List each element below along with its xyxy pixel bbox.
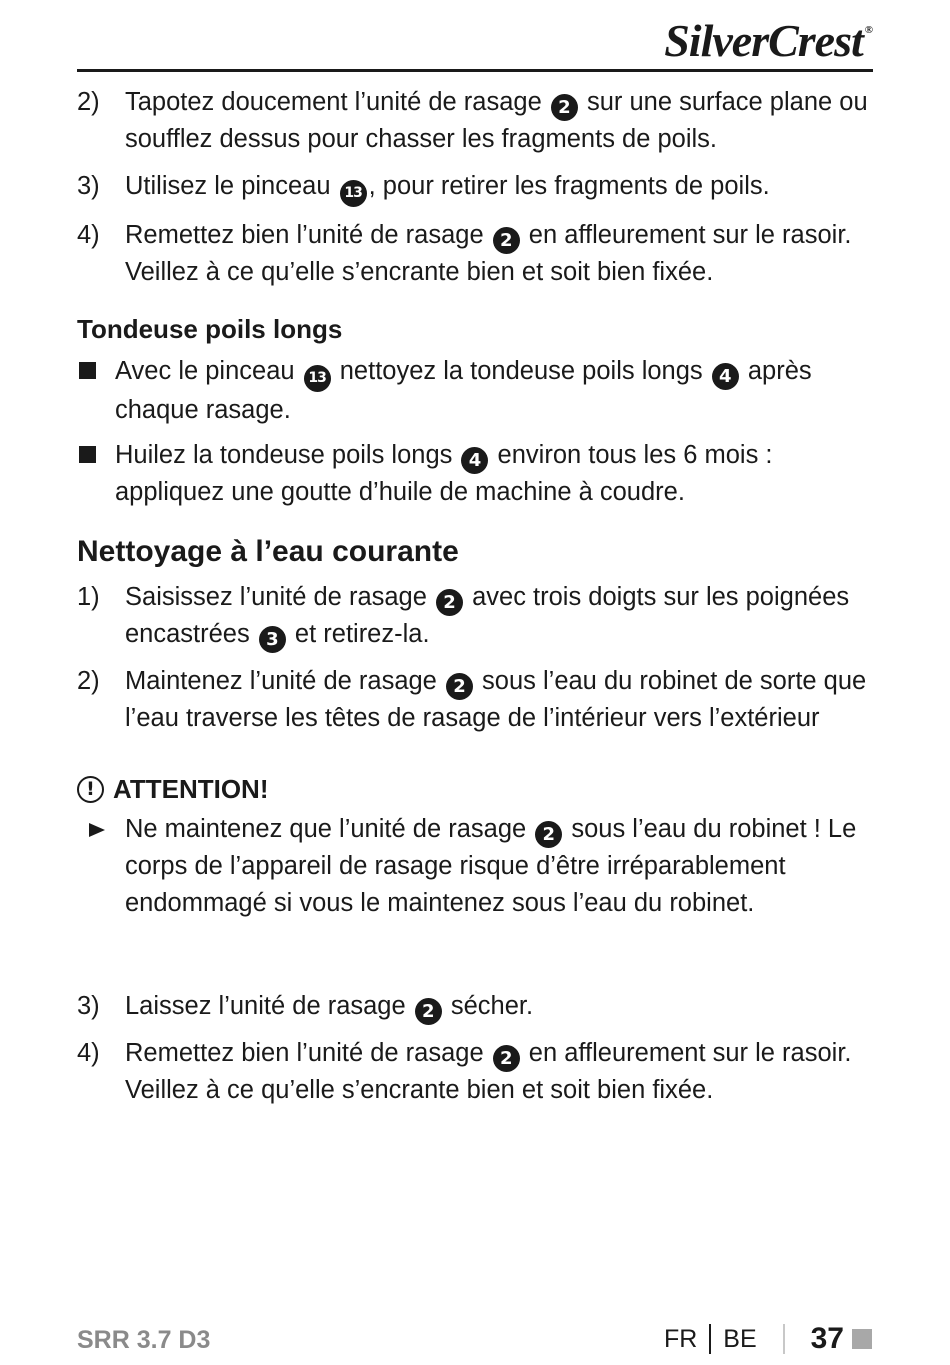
- square-marker-icon: [852, 1329, 872, 1349]
- attention-heading: [77, 771, 877, 807]
- divider: [709, 1324, 711, 1354]
- list-item: [77, 168, 877, 207]
- step-text: , pour retirer les fragments de poils.: [368, 172, 770, 200]
- warning-item: [77, 811, 877, 922]
- part-number-badge: 2: [415, 998, 442, 1025]
- step-text: Remettez bien l’unité de rasage: [125, 1039, 491, 1067]
- model-number: SRR 3.7 D3: [77, 1326, 211, 1354]
- bullet-text: après chaque rasage.: [115, 357, 812, 424]
- step-number: 3): [77, 172, 100, 200]
- list-item: [77, 1035, 877, 1109]
- list-item: [77, 579, 877, 653]
- step-text: avec trois doigts sur les poignées encastrées: [125, 583, 850, 648]
- part-number-badge: 13: [304, 365, 331, 392]
- bullet-text: nettoyez la tondeuse poils longs: [332, 357, 710, 385]
- step-text: sur une surface plane ou soufflez dessus pour chasser les fragments de poils.: [125, 88, 868, 153]
- list-item: [77, 663, 877, 737]
- exclamation-circle-icon: !: [77, 776, 104, 803]
- step-number: 4): [77, 1039, 100, 1067]
- arrow-bullet-icon: [89, 823, 105, 837]
- list-item: [77, 353, 877, 429]
- step-text: Utilisez le pinceau: [125, 172, 338, 200]
- bullet-text: Huilez la tondeuse poils longs: [115, 441, 460, 469]
- step-text: en affleurement sur le rasoir. Veillez à ce qu’elle s’encrante bien et soit bien fixée.: [125, 1039, 852, 1104]
- bullet-text: Avec le pinceau: [115, 357, 302, 385]
- divider: [783, 1324, 785, 1354]
- header-rule: [77, 69, 873, 72]
- step-text: en affleurement sur le rasoir. Veillez à ce qu’elle s’encrante bien et soit bien fixée.: [125, 221, 852, 286]
- part-number-badge: 2: [493, 227, 520, 254]
- trademark-mark: ®: [864, 24, 872, 36]
- brand-name: SilverCrest: [664, 15, 863, 66]
- list-item: [77, 437, 877, 511]
- step-number: 1): [77, 583, 100, 611]
- main-content: [77, 84, 877, 1119]
- section-heading: Nettoyage à l’eau courante: [77, 535, 459, 568]
- step-text: Maintenez l’unité de rasage: [125, 667, 444, 695]
- step-number: 4): [77, 221, 100, 249]
- step-text: Laissez l’unité de rasage: [125, 992, 413, 1020]
- part-number-badge: 4: [461, 447, 488, 474]
- page-footer: [664, 1322, 872, 1356]
- list-item: [77, 217, 877, 291]
- step-text: Saisissez l’unité de rasage: [125, 583, 435, 611]
- language-code: BE: [723, 1324, 757, 1353]
- section-heading: Tondeuse poils longs: [77, 314, 343, 344]
- list-item: [77, 84, 877, 158]
- part-number-badge: 4: [712, 363, 739, 390]
- step-number: 2): [77, 667, 100, 695]
- square-bullet-icon: [79, 446, 96, 463]
- spacer: [77, 952, 877, 988]
- attention-label: ATTENTION!: [113, 774, 269, 804]
- step-number: 3): [77, 992, 100, 1020]
- list-item: [77, 988, 877, 1025]
- bullet-text: environ tous les 6 mois : appliquez une goutte d’huile de machine à coudre.: [115, 441, 773, 506]
- page-number: 37: [810, 1322, 844, 1355]
- step-text: sécher.: [443, 992, 534, 1020]
- brand-logo: [664, 14, 872, 67]
- part-number-badge: 13: [340, 180, 367, 207]
- step-text: Tapotez doucement l’unité de rasage: [125, 88, 549, 116]
- part-number-badge: 2: [535, 821, 562, 848]
- square-bullet-icon: [79, 362, 96, 379]
- part-number-badge: 2: [446, 673, 473, 700]
- part-number-badge: 2: [493, 1045, 520, 1072]
- step-text: sous l’eau du robinet de sorte que l’eau traverse les têtes de rasage de l’intérieur vers l’extérieur: [125, 667, 867, 732]
- part-number-badge: 2: [436, 589, 463, 616]
- warning-text: Ne maintenez que l’unité de rasage: [125, 815, 534, 843]
- part-number-badge: 2: [551, 94, 578, 121]
- step-text: Remettez bien l’unité de rasage: [125, 221, 491, 249]
- language-code: FR: [663, 1324, 698, 1353]
- part-number-badge: 3: [259, 626, 286, 653]
- step-text: et retirez-la.: [287, 620, 430, 648]
- warning-text: sous l’eau du robinet ! Le corps de l’appareil de rasage risque d’être irréparablement endommagé si vous le maintenez sous l’eau du robinet.: [125, 815, 857, 917]
- step-number: 2): [77, 88, 100, 116]
